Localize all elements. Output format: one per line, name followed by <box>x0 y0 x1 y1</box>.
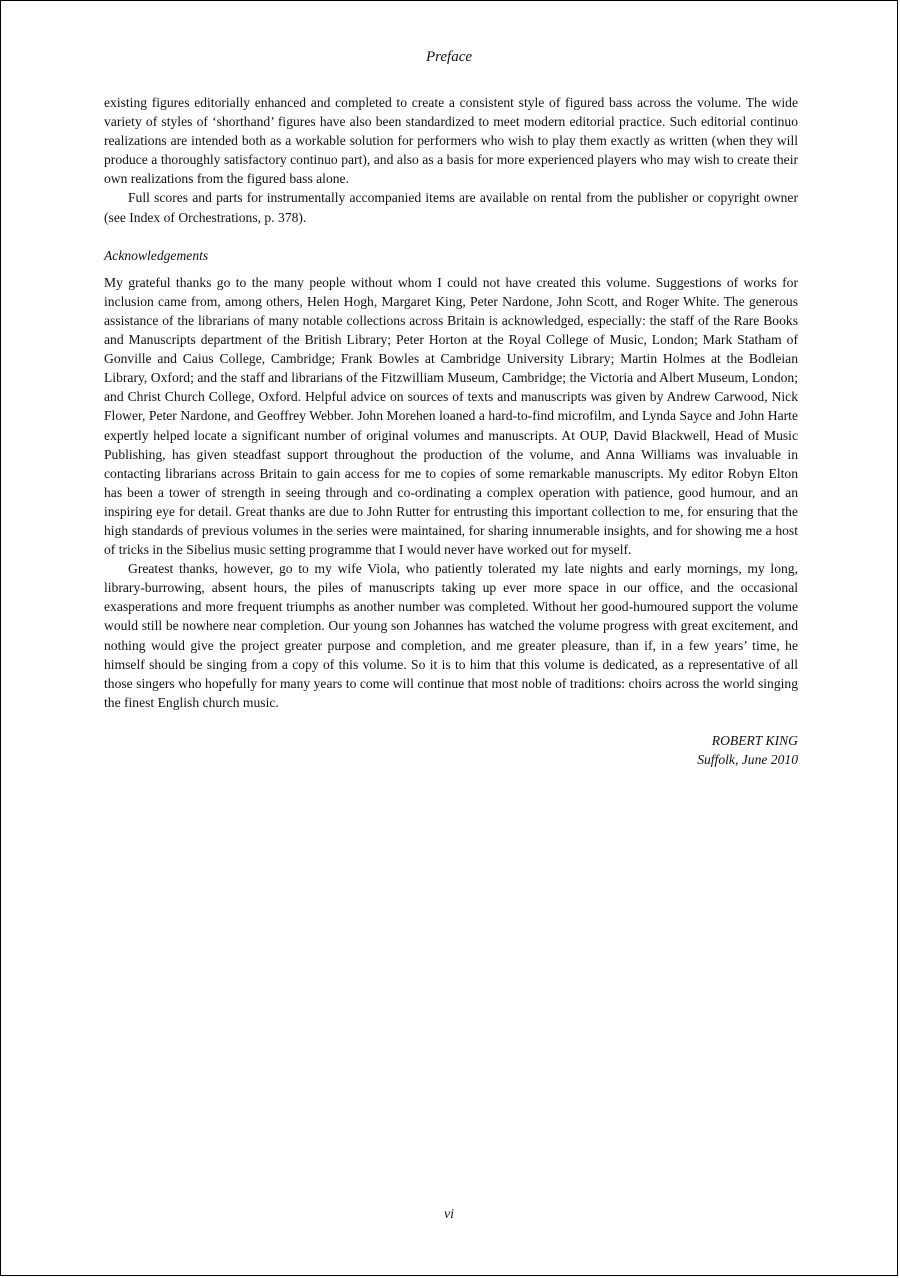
page-body <box>104 93 798 769</box>
signature-place-date: Suffolk, June 2010 <box>697 752 798 767</box>
acknowledgements-paragraph-2: Greatest thanks, however, go to my wife Viola, who patiently tolerated my late nights and early mornings, my long, library-burrowing, absent hours, the piles of manuscripts taking up ever more space in our office, and the occasional exasperations and more frequent triumphs as another number was completed. Without her good-humoured support the volume would still be nowhere near completion. Our young son Johannes has watched the volume progress with great excitement, and nothing would give the project greater purpose and completion, and me greater pleasure, than if, in a few years’ time, he himself should be singing from a copy of this volume. So it is to him that this volume is dedicated, as a representative of all those singers who hopefully for many years to come will continue that most noble of traditions: choirs across the world singing the finest English church music. <box>104 561 798 710</box>
signature-block <box>104 731 798 769</box>
paragraph-scores-rental: Full scores and parts for instrumentally accompanied items are available on rental from the publisher or copyright owner (see Index of Orchestrations, p. 378). <box>104 190 798 225</box>
acknowledgements-heading: Acknowledgements <box>104 247 209 263</box>
signature-name: ROBERT KING <box>711 732 798 748</box>
page-number: vi <box>443 1207 455 1222</box>
paragraph-continued: existing figures editorially enhanced and completed to create a consistent style of figured bass across the volume. The wide variety of styles of ‘shorthand’ figures have also been standardized to meet modern editorial practice. Such editorial continuo realizations are intended both as a workable solution for performers who wish to play them exactly as written (when they will produce a thoroughly satisfactory continuo part), and also as a basis for more experienced players who may wish to create their own realizations from the figured bass alone. <box>104 95 798 187</box>
acknowledgements-paragraph-1: My grateful thanks go to the many people without whom I could not have created this volume. Suggestions of works for inclusion came from, among others, Helen Hogh, Margaret King, Peter Nardone, John Scott, and Roger White. The generous assistance of the librarians of many notable collections across Britain is acknowledged, especially: the staff of the Rare Books and Manuscripts department of the British Library; Peter Horton at the Royal College of Music, London; Mark Statham of Gonville and Caius College, Cambridge; Frank Bowles at Cambridge University Library; Martin Holmes at the Bodleian Library, Oxford; and the staff and librarians of the Fitzwilliam Museum, Cambridge; the Victoria and Albert Museum, London; and Christ Church College, Oxford. Helpful advice on sources of texts and manuscripts was given by Andrew Carwood, Nick Flower, Peter Nardone, and Geoffrey Webber. John Morehen loaned a hard-to-find microfilm, and Lynda Sayce and John Harte expertly helped locate a significant number of original volumes and manuscripts. At OUP, David Blackwell, Head of Music Publishing, has given steadfast support throughout the production of the volume, and Anna Williams was invaluable in contacting librarians across Britain to gain access for me to copies of some remarkable manuscripts. My editor Robyn Elton has been a tower of strength in seeing through and co-ordinating a complex operation with patience, good humour, and an inspiring eye for detail. Great thanks are due to John Rutter for entrusting this important collection to me, for ensuring that the high standards of previous volumes in the series were maintained, for sharing innumerable insights, and for showing me a host of tricks in the Sibelius music setting programme that I would never have worked out for myself. <box>104 274 798 558</box>
running-head: Preface <box>425 49 473 65</box>
